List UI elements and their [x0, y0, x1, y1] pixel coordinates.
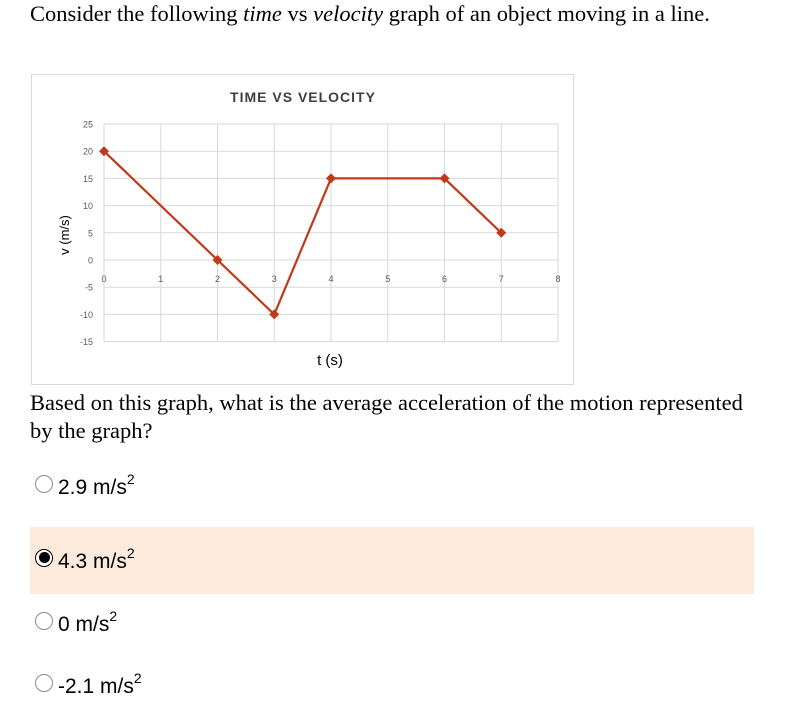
velocity-chart: [31, 74, 574, 385]
option-1-exponent: 2: [126, 471, 135, 487]
y-tick-label: 15: [82, 173, 93, 184]
option-1[interactable]: [30, 453, 754, 520]
question-velocity-word: velocity: [313, 1, 384, 26]
y-tick-label: 10: [82, 201, 93, 212]
radio-button-2[interactable]: [35, 549, 53, 567]
x-axis-label: t (s): [317, 352, 343, 369]
y-tick-label: 5: [87, 228, 93, 239]
option-2[interactable]: [30, 527, 754, 594]
x-tick-label: 5: [385, 274, 391, 284]
y-tick-label: 25: [82, 119, 93, 130]
option-3[interactable]: [30, 590, 754, 657]
option-3-label: [58, 610, 117, 637]
option-1-value: 2.9 m/s: [58, 476, 127, 499]
y-tick-label: 20: [82, 146, 93, 157]
y-tick-label: -5: [84, 282, 93, 293]
option-2-label: [58, 547, 135, 574]
x-tick-label: 2: [214, 274, 221, 284]
option-4-exponent: 2: [133, 670, 142, 686]
x-tick-label: 4: [328, 274, 334, 284]
option-3-exponent: 2: [109, 608, 118, 624]
x-tick-label: 1: [158, 274, 164, 284]
option-4[interactable]: [30, 652, 754, 719]
chart-title: TIME VS VELOCITY: [230, 89, 376, 105]
x-tick-label: 0: [101, 274, 107, 284]
prompt-text: Based on this graph, what is the average acceleration of the motion represented by the graph?: [30, 390, 743, 443]
option-4-label: [58, 672, 142, 699]
option-1-label: [58, 473, 135, 500]
y-axis-label: v (m/s): [57, 215, 72, 255]
y-tick-label: -10: [79, 309, 93, 320]
question-part3: graph of an object moving in a line.: [383, 1, 710, 26]
x-tick-label: 7: [498, 274, 504, 284]
data-point-marker: [326, 173, 336, 183]
y-tick-label: 0: [87, 255, 93, 266]
option-3-value: 0 m/s: [58, 613, 110, 636]
x-tick-label: 6: [441, 274, 448, 284]
x-tick-label: 8: [555, 274, 561, 284]
question-part1: Consider the following: [30, 1, 244, 26]
option-2-exponent: 2: [126, 545, 135, 561]
question-text: [30, 0, 770, 28]
option-2-value: 4.3 m/s: [58, 550, 127, 573]
x-tick-label: 3: [271, 274, 277, 284]
radio-selected-dot: [39, 552, 50, 563]
radio-button-4[interactable]: [35, 674, 53, 692]
y-tick-label: -15: [79, 337, 93, 348]
radio-button-3[interactable]: [35, 612, 53, 630]
chart-svg: [32, 75, 575, 386]
option-4-value: -2.1 m/s: [58, 675, 134, 698]
question-time-word: time: [243, 1, 282, 26]
question-part2: vs: [281, 1, 314, 26]
radio-button-1[interactable]: [35, 475, 53, 493]
